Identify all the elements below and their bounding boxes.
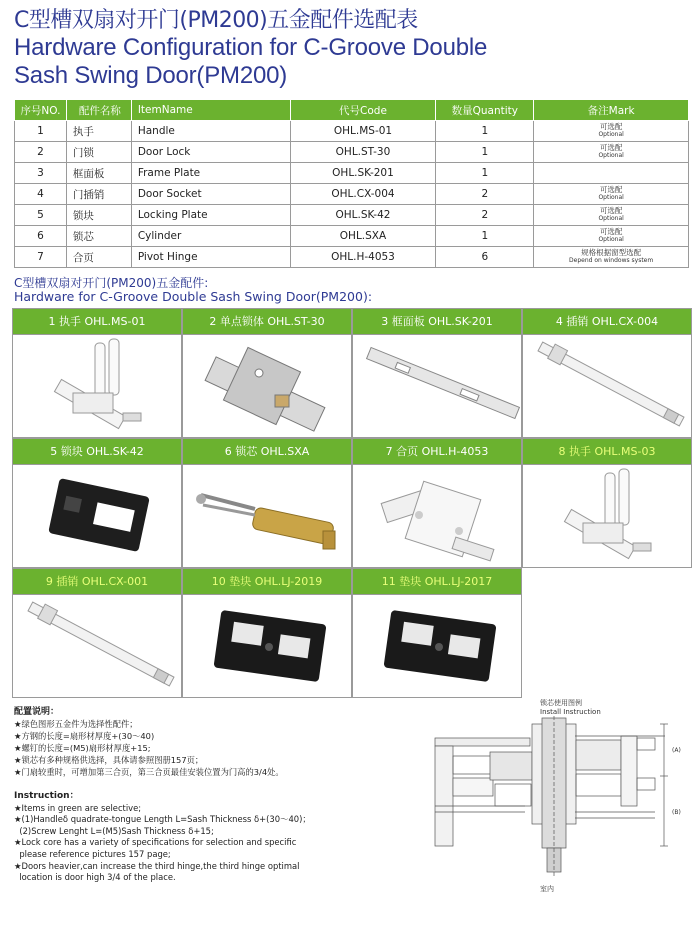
part-card bbox=[352, 568, 522, 698]
notes-cn-item: ★方钢的长度=扇形材厚度+(30～40) bbox=[14, 731, 155, 741]
subtitle-english: Hardware for C-Groove Double Sash Swing Door(PM200): bbox=[14, 289, 373, 304]
cell-quantity: 2 bbox=[436, 184, 534, 205]
cylinder-icon bbox=[183, 465, 351, 567]
cell-quantity: 1 bbox=[436, 163, 534, 184]
cell-name-cn: 门锁 bbox=[66, 142, 131, 163]
spacer-block-icon bbox=[353, 595, 521, 697]
part-card bbox=[182, 308, 352, 438]
cell-name-cn: 合页 bbox=[66, 247, 131, 268]
cell-quantity: 2 bbox=[436, 205, 534, 226]
part-label: 3 框面板 OHL.SK-201 bbox=[353, 309, 521, 335]
table-row bbox=[15, 247, 689, 268]
notes-en-item: please reference pictures 157 page; bbox=[14, 848, 171, 859]
cell-name-cn: 执手 bbox=[66, 121, 131, 142]
cell-name-en: Door Lock bbox=[131, 142, 290, 163]
cell-name-en: Locking Plate bbox=[131, 205, 290, 226]
page-header bbox=[14, 8, 487, 90]
notes-en-item: location is door high 3/4 of the place. bbox=[14, 872, 176, 883]
part-card bbox=[522, 438, 692, 568]
cell-code: OHL.ST-30 bbox=[290, 142, 436, 163]
lock-body-icon bbox=[183, 335, 351, 437]
notes-en-item: ★Items in green are selective; bbox=[14, 802, 142, 813]
table-row bbox=[15, 184, 689, 205]
diagram-indoor-label: 室内 bbox=[540, 885, 554, 893]
handle-icon bbox=[13, 335, 181, 437]
part-card bbox=[522, 308, 692, 438]
cell-mark bbox=[534, 184, 689, 205]
cell-quantity: 1 bbox=[436, 226, 534, 247]
cell-code: OHL.H-4053 bbox=[290, 247, 436, 268]
col-header-mark: 备注Mark bbox=[534, 100, 689, 121]
mark-en: Optional bbox=[598, 194, 624, 201]
cell-quantity: 6 bbox=[436, 247, 534, 268]
cell-no: 5 bbox=[15, 205, 67, 226]
table-row bbox=[15, 163, 689, 184]
cell-name-en: Door Socket bbox=[131, 184, 290, 205]
part-card bbox=[12, 308, 182, 438]
configuration-table bbox=[14, 99, 689, 268]
cell-quantity: 1 bbox=[436, 142, 534, 163]
notes-en-title: Instruction： bbox=[14, 791, 79, 801]
title-english-line1: Hardware Configuration for C-Groove Double bbox=[14, 34, 488, 61]
handle-icon bbox=[523, 465, 691, 567]
spacer-block-icon bbox=[183, 595, 351, 697]
notes-cn-item: ★螺钉的长度=(M5)扇形材厚度+15; bbox=[14, 743, 151, 753]
mark-cn: 可选配 bbox=[599, 143, 623, 152]
cell-name-cn: 门插销 bbox=[66, 184, 131, 205]
table-row bbox=[15, 121, 689, 142]
frame-plate-icon bbox=[353, 335, 521, 437]
mark-en: Optional bbox=[598, 131, 624, 138]
part-label: 9 插销 OHL.CX-001 bbox=[13, 569, 181, 595]
diagram-caption bbox=[540, 699, 601, 717]
table-row bbox=[15, 205, 689, 226]
notes-en-item: ★Doors heavier,can increase the third hinge,the third hinge optimal bbox=[14, 860, 300, 871]
mark-cn: 可选配 bbox=[599, 185, 623, 194]
cell-mark bbox=[534, 121, 689, 142]
cell-code: OHL.CX-004 bbox=[290, 184, 436, 205]
bolt-icon bbox=[523, 335, 691, 437]
notes-en-item: ★(1)Handleδ quadrate-tongue Length L=Sash Thickness δ+(30～40)； bbox=[14, 814, 311, 825]
part-label: 6 锁芯 OHL.SXA bbox=[183, 439, 351, 465]
cell-no: 1 bbox=[15, 121, 67, 142]
part-label: 10 垫块 OHL.LJ-2019 bbox=[183, 569, 351, 595]
diagram-caption-cn: 锁芯使用图例 bbox=[540, 699, 582, 707]
cell-quantity: 1 bbox=[436, 121, 534, 142]
part-label: 8 执手 OHL.MS-03 bbox=[523, 439, 691, 465]
col-header-name-cn: 配件名称 bbox=[66, 100, 131, 121]
part-card bbox=[12, 438, 182, 568]
mark-cn: 规格根据窗型选配 bbox=[581, 248, 642, 257]
col-header-code: 代号Code bbox=[290, 100, 436, 121]
notes-chinese bbox=[14, 706, 284, 778]
mark-en: Optional bbox=[598, 236, 624, 243]
bolt-icon bbox=[13, 595, 181, 697]
part-card bbox=[352, 308, 522, 438]
dimension-a-label: (A) bbox=[672, 747, 681, 754]
cell-mark bbox=[534, 226, 689, 247]
subtitle-chinese: C型槽双扇对开门(PM200)五金配件: bbox=[14, 276, 209, 290]
col-header-name-en: ItemName bbox=[131, 100, 290, 121]
part-label: 1 执手 OHL.MS-01 bbox=[13, 309, 181, 335]
cell-mark bbox=[534, 163, 689, 184]
mark-en: Optional bbox=[598, 152, 624, 159]
table-row bbox=[15, 142, 689, 163]
diagram-caption-en: Install Instruction bbox=[540, 708, 601, 716]
part-label: 2 单点锁体 OHL.ST-30 bbox=[183, 309, 351, 335]
col-header-no: 序号NO. bbox=[15, 100, 67, 121]
part-label: 11 垫块 OHL.LJ-2017 bbox=[353, 569, 521, 595]
cell-no: 3 bbox=[15, 163, 67, 184]
cell-mark bbox=[534, 205, 689, 226]
part-card bbox=[352, 438, 522, 568]
cell-no: 4 bbox=[15, 184, 67, 205]
notes-english bbox=[14, 791, 334, 884]
cell-code: OHL.SXA bbox=[290, 226, 436, 247]
notes-en-item: ★Lock core has a variety of specifications for selection and specific bbox=[14, 837, 297, 848]
part-card bbox=[182, 438, 352, 568]
hinge-icon bbox=[353, 465, 521, 567]
cell-name-en: Cylinder bbox=[131, 226, 290, 247]
table-row bbox=[15, 226, 689, 247]
cell-no: 7 bbox=[15, 247, 67, 268]
install-section-diagram bbox=[425, 716, 690, 884]
part-label: 7 合页 OHL.H-4053 bbox=[353, 439, 521, 465]
notes-cn-item: ★锁芯有多种规格供选择，具体请参照图册157页； bbox=[14, 755, 204, 765]
dimension-b-label: (B) bbox=[672, 809, 681, 816]
title-chinese: C型槽双扇对开门(PM200)五金配件选配表 bbox=[14, 8, 418, 33]
locking-plate-icon bbox=[13, 465, 181, 567]
notes-cn-title: 配置说明： bbox=[14, 707, 60, 717]
mark-en: Depend on windows system bbox=[569, 257, 654, 264]
cell-name-en: Handle bbox=[131, 121, 290, 142]
cell-mark bbox=[534, 247, 689, 268]
cell-name-cn: 锁块 bbox=[66, 205, 131, 226]
notes-cn-item: ★门扇较重时，可增加第三合页，第三合页最佳安装位置为门高的3/4处。 bbox=[14, 767, 284, 777]
part-card bbox=[12, 568, 182, 698]
cell-name-en: Pivot Hinge bbox=[131, 247, 290, 268]
mark-cn: 可选配 bbox=[599, 122, 623, 131]
cell-code: OHL.SK-201 bbox=[290, 163, 436, 184]
part-label: 5 锁块 OHL.SK-42 bbox=[13, 439, 181, 465]
table-header-row bbox=[15, 100, 689, 121]
mark-en: Optional bbox=[598, 215, 624, 222]
cell-name-cn: 框面板 bbox=[66, 163, 131, 184]
cell-no: 2 bbox=[15, 142, 67, 163]
cell-code: OHL.MS-01 bbox=[290, 121, 436, 142]
title-english-line2: Sash Swing Door(PM200) bbox=[14, 62, 288, 89]
parts-subtitle bbox=[14, 276, 372, 304]
mark-cn: 可选配 bbox=[599, 206, 623, 215]
col-header-quantity: 数量Quantity bbox=[436, 100, 534, 121]
mark-cn: 可选配 bbox=[599, 227, 623, 236]
notes-cn-item: ★绿色图形五金件为选择性配件； bbox=[14, 719, 138, 729]
notes-en-item: (2)Screw Lenght L=(M5)Sash Thickness δ+15; bbox=[14, 825, 214, 836]
cell-mark bbox=[534, 142, 689, 163]
part-label: 4 插销 OHL.CX-004 bbox=[523, 309, 691, 335]
cell-name-cn: 锁芯 bbox=[66, 226, 131, 247]
cell-name-en: Frame Plate bbox=[131, 163, 290, 184]
cell-code: OHL.SK-42 bbox=[290, 205, 436, 226]
cell-no: 6 bbox=[15, 226, 67, 247]
part-card bbox=[182, 568, 352, 698]
